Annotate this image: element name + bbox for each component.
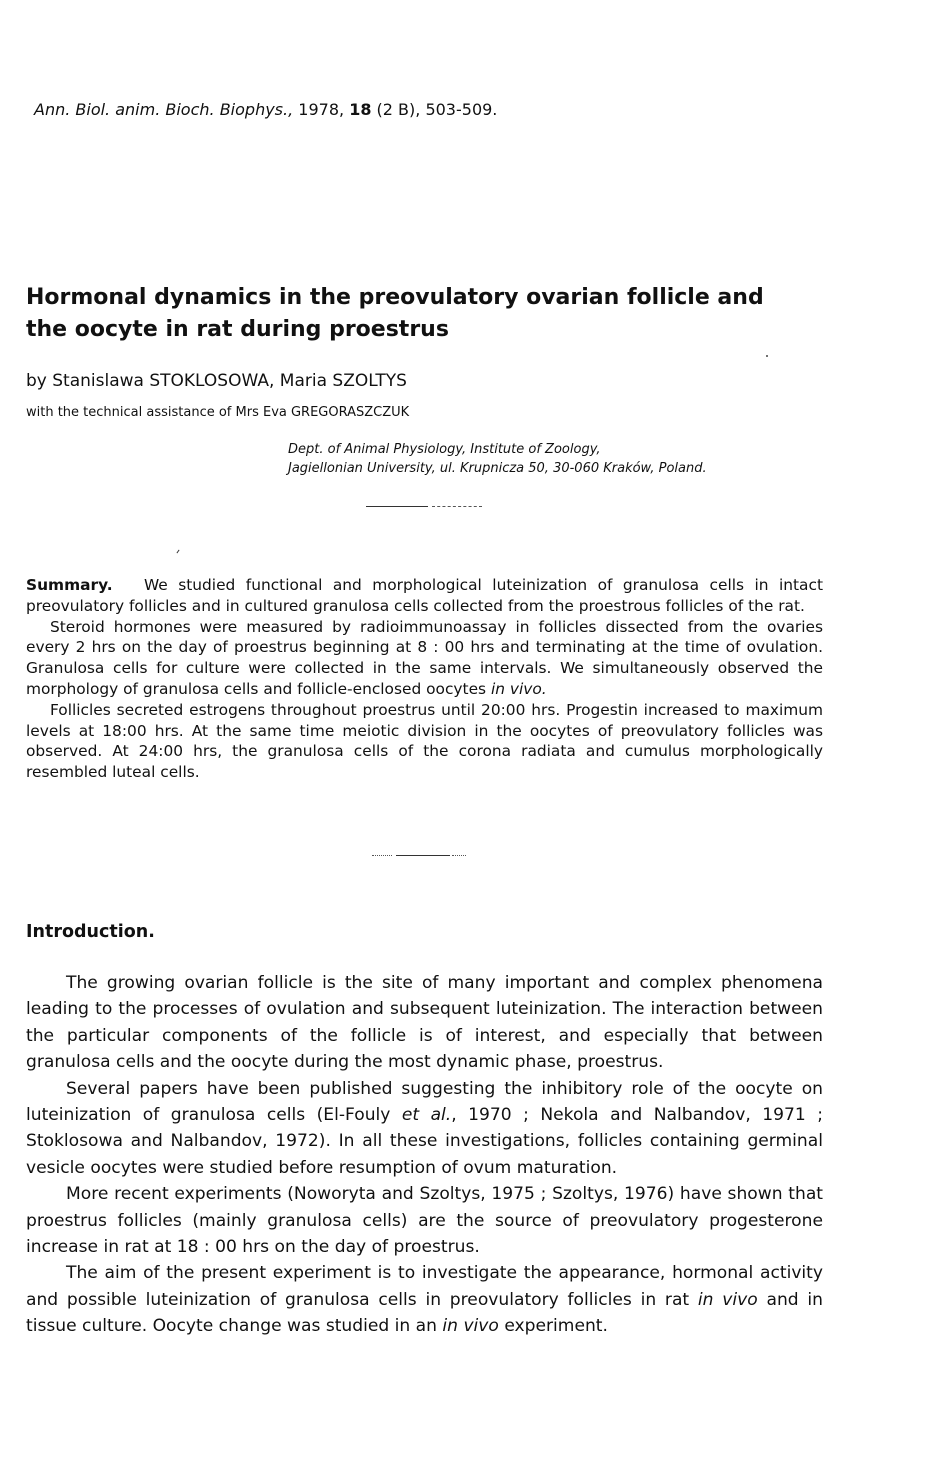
introduction-heading: Introduction. [26, 922, 155, 942]
technical-assistance-line: with the technical assistance of Mrs Eva GREGORASZCZUK [26, 405, 410, 420]
intro-text-4c: experiment. [504, 1316, 608, 1337]
stray-mark [176, 550, 179, 554]
summary-label: Summary. [26, 576, 113, 594]
section-divider [366, 506, 428, 507]
summary-text-3: Follicles secreted estrogens throughout proestrus until 20:00 hrs. Progestin increased to maximum levels at 18:00 hrs. At the same time meiotic division in the oocytes of preovulatory follicles was observed. At 24:00 hrs, the granulosa cells of the corona radiata and cumulus morphologically resembled luteal cells. [26, 700, 823, 782]
intro-text-2a: Several papers have been published suggesting the inhibitory role of the oocyte on luteinization of granulosa cells (El-Fouly [26, 1078, 823, 1126]
intro-text-4-italic-2: in vivo [442, 1316, 499, 1337]
authors-line: by Stanislawa STOKLOSOWA, Maria SZOLTYS [26, 371, 407, 391]
intro-text-3: More recent experiments (Noworyta and Szoltys, 1975 ; Szoltys, 1976) have shown that proestrus follicles (mainly granulosa cells) are the source of preovulatory progesterone increase in rat at 18 : 00 hrs on the day of proestrus. [26, 1184, 823, 1258]
intro-text-4a: The aim of the present experiment is to investigate the appearance, hormonal activity and possible luteinization of granulosa cells in preovulatory follicles in rat [26, 1263, 823, 1310]
intro-paragraph-3 [26, 1181, 823, 1260]
section-divider-dots-left [372, 855, 392, 856]
summary-paragraph-1 [26, 575, 823, 617]
summary-text-2-italic: in vivo. [490, 679, 547, 698]
summary-paragraph-2 [26, 617, 823, 700]
intro-paragraph-4 [26, 1260, 823, 1339]
affiliation [288, 440, 848, 478]
intro-paragraph-1 [26, 970, 823, 1076]
journal-citation [34, 100, 734, 119]
section-divider-dots-right [452, 855, 466, 856]
paper-title: Hormonal dynamics in the preovulatory ovarian follicle and the oocyte in rat during proestrus [26, 285, 764, 342]
summary-section [26, 575, 823, 783]
affiliation-line-2: Jagiellonian University, ul. Krupnicza 50, 30-060 Kraków, Poland. [288, 461, 707, 476]
citation-pages: (2 B), 503-509. [376, 100, 498, 119]
intro-text-4b: and in tissue culture. Oocyte change was studied in an [26, 1289, 823, 1337]
intro-text-1: The growing ovarian follicle is the site of many important and complex phenomena leading to the processes of ovulation and subsequent luteinization. The interaction between the particular components of the follicle is of interest, and especially that between granulosa cells and the oocyte during the most dynamic phase, proestrus. [26, 973, 823, 1073]
intro-text-2-italic: et al. [401, 1105, 452, 1126]
citation-volume: 18 [349, 100, 372, 119]
intro-text-2b: , 1970 ; Nekola and Nalbandov, 1971 ; Stoklosowa and Nalbandov, 1972). In all these investigations, follicles containing germinal vesicle oocytes were studied before resumption of ovum maturation. [26, 1105, 823, 1178]
intro-paragraph-2 [26, 1076, 823, 1182]
citation-year: 1978, [298, 100, 345, 119]
summary-text-1: We studied functional and morphological luteinization of granulosa cells in intact preovulatory follicles and in cultured granulosa cells collected from the proestrous follicles of the rat. [26, 576, 823, 615]
journal-name: Ann. Biol. anim. Bioch. Biophys., [34, 100, 294, 119]
section-divider-2 [396, 855, 450, 856]
introduction-section [26, 970, 823, 1340]
section-divider-dashes [432, 506, 482, 507]
decorative-dot [766, 355, 768, 357]
summary-text-2: Steroid hormones were measured by radioimmunoassay in follicles dissected from the ovaries every 2 hrs on the day of proestrus beginning at 8 : 00 hrs and terminating at the time of ovulation. Granulosa cells for culture were collected in the same intervals. We simultaneously observed the morphology of granulosa cells and follicle-enclosed oocytes [26, 617, 823, 698]
affiliation-line-1: Dept. of Animal Physiology, Institute of Zoology, [288, 442, 601, 457]
summary-paragraph-3 [26, 700, 823, 783]
intro-text-4-italic-1: in vivo [697, 1289, 758, 1310]
